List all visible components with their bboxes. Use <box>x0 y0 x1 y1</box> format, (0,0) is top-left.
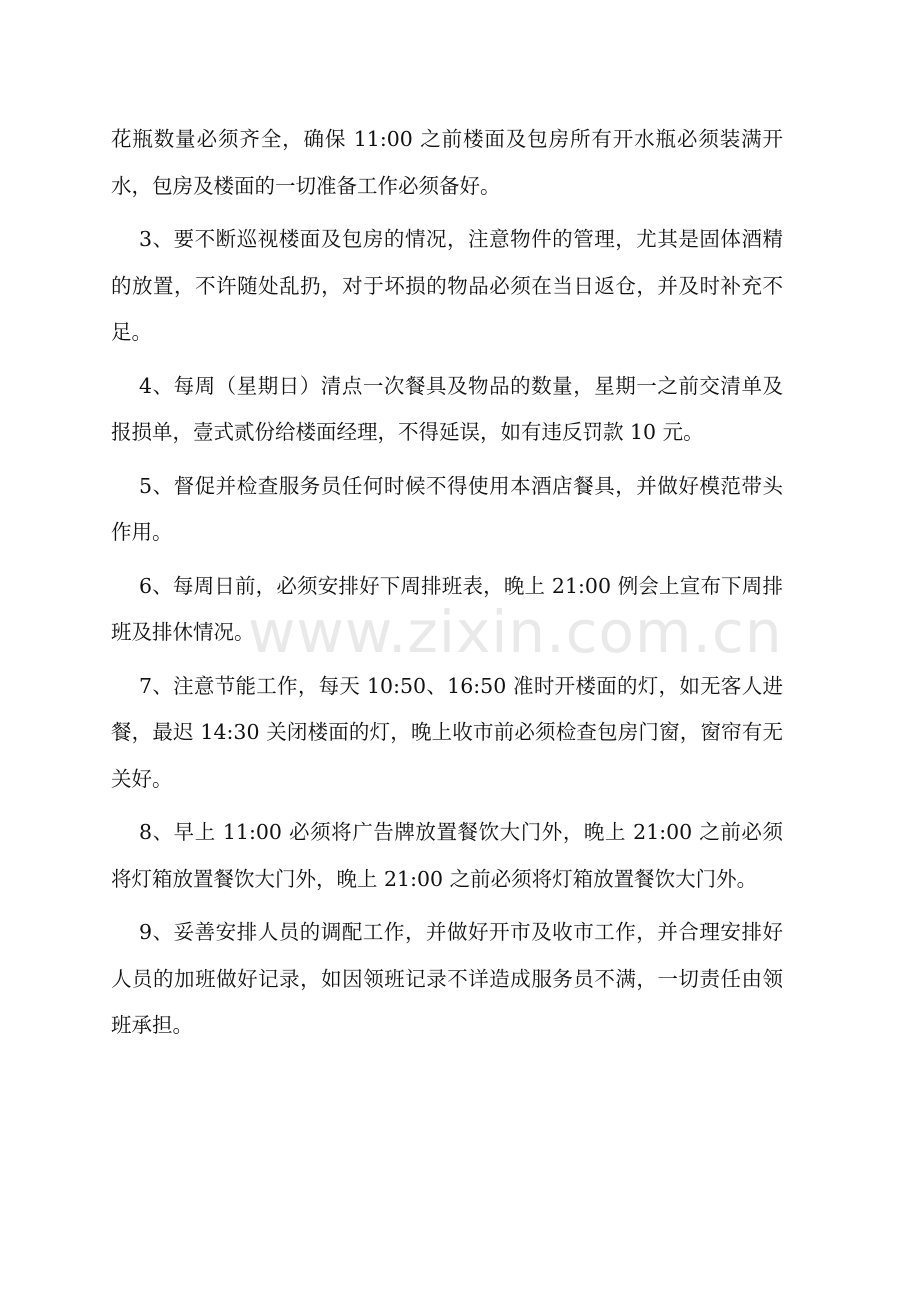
watermark-text: www.zixin.com.cn <box>248 598 783 666</box>
paragraph-item-6: 6、每周日前，必须安排好下周排班表，晚上 21:00 例会上宣布下周排班及排休情况。 <box>111 573 783 644</box>
paragraph-item-4: 4、每周（星期日）清点一次餐具及物品的数量，星期一之前交清单及报损单，壹式贰份给楼面经理，不得延误，如有违反罚款 10 元。 <box>111 373 783 444</box>
paragraph-item-7: 7、注意节能工作，每天 10:50、16:50 准时开楼面的灯，如无客人进餐，最迟 14:30 关闭楼面的灯，晚上收市前必须检查包房门窗，窗帘有无关好。 <box>111 673 783 791</box>
paragraph-item-9: 9、妥善安排人员的调配工作，并做好开市及收市工作，并合理安排好人员的加班做好记录，如因领班记录不详造成服务员不满，一切责任由领班承担。 <box>111 920 783 1037</box>
paragraph-item-3: 3、要不断巡视楼面及包房的情况，注意物件的管理，尤其是固体酒精的放置，不许随处乱扔，对于坏损的物品必须在当日返仓，并及时补充不足。 <box>111 227 783 344</box>
paragraph-item-5: 5、督促并检查服务员任何时候不得使用本酒店餐具，并做好模范带头作用。 <box>111 473 783 544</box>
paragraph-item-8: 8、早上 11:00 必须将广告牌放置餐饮大门外，晚上 21:00 之前必须将灯箱放置餐饮大门外，晚上 21:00 之前必须将灯箱放置餐饮大门外。 <box>111 820 783 891</box>
document-body <box>111 116 783 1056</box>
paragraph-continued: 花瓶数量必须齐全，确保 11:00 之前楼面及包房所有开水瓶必须装满开水，包房及楼面的一切准备工作必须备好。 <box>111 127 783 198</box>
